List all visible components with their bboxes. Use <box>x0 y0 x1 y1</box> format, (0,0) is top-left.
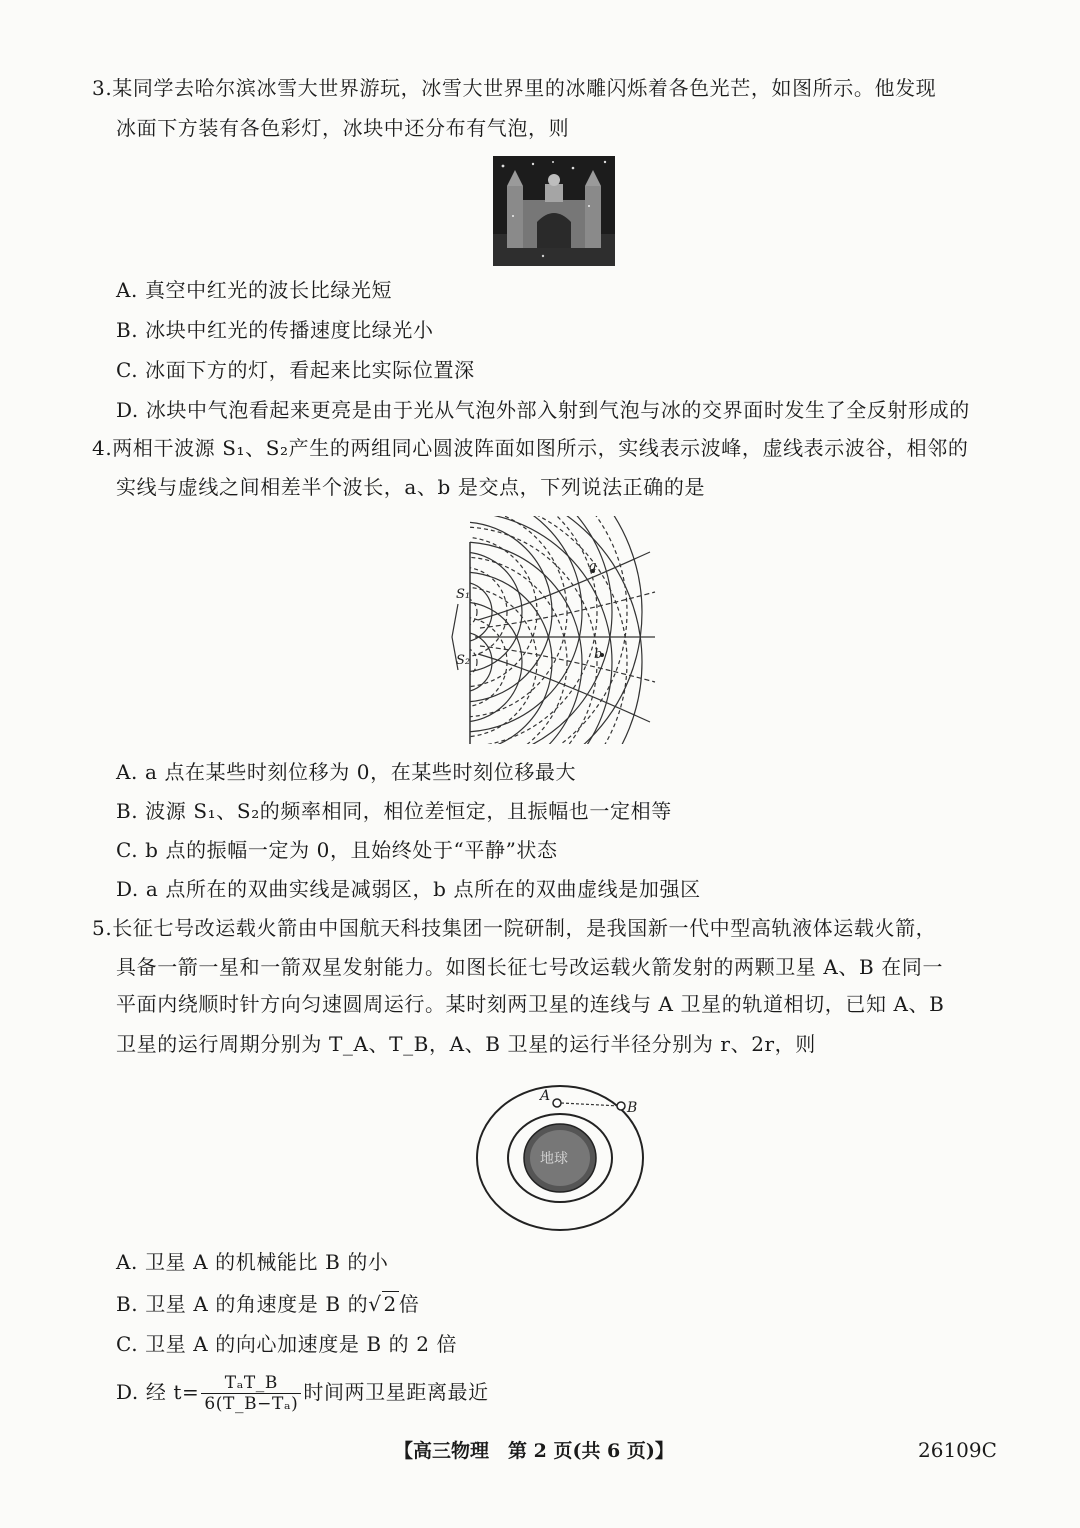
satellite-b-label: B <box>627 1100 638 1116</box>
q5-option-d-post: 时间两卫星距离最近 <box>303 1380 489 1404</box>
q5-stem-line1: 5.长征七号改运载火箭由中国航天科技集团一院研制，是我国新一代中型高轨液体运载火箭， <box>92 916 937 940</box>
q5-stem-line4: 卫星的运行周期分别为 T_A、T_B，A、B 卫星的运行半径分别为 r、2r，则 <box>116 1032 816 1056</box>
q3-option-d: D. 冰块中气泡看起来更亮是由于光从气泡外部入射到气泡与冰的交界面时发生了全反射形成的 <box>116 398 970 422</box>
q4-option-a: A. a 点在某些时刻位移为 0，在某些时刻位移最大 <box>116 760 577 784</box>
page-footer: 【高三物理 第 2 页(共 6 页)】 <box>394 1440 674 1462</box>
q3-stem-line1: 3.某同学去哈尔滨冰雪大世界游玩，冰雪大世界里的冰雕闪烁着各色光芒，如图所示。他发现 <box>92 76 937 100</box>
q5-option-d <box>116 1370 489 1414</box>
sqrt-symbol: √ <box>368 1292 382 1316</box>
q5-stem-line2: 具备一箭一星和一箭双星发射能力。如图长征七号改运载火箭发射的两颗卫星 A、B 在同一 <box>116 955 944 979</box>
orbit-diagram <box>470 1082 670 1232</box>
q3-option-a: A. 真空中红光的波长比绿光短 <box>116 278 393 302</box>
q5-option-d-pre: D. 经 t= <box>116 1380 200 1404</box>
q5-option-b-radicand: 2 <box>383 1292 397 1316</box>
q5-option-a: A. 卫星 A 的机械能比 B 的小 <box>116 1250 389 1274</box>
q5-stem-line3: 平面内绕顺时针方向匀速圆周运行。某时刻两卫星的连线与 A 卫星的轨道相切，已知 A、B <box>116 992 945 1016</box>
q4-stem-line2: 实线与虚线之间相差半个波长，a、b 是交点，下列说法正确的是 <box>116 475 706 499</box>
q5-option-b-post: 倍 <box>398 1292 420 1316</box>
fraction-denominator: 6(T_B−Tₐ) <box>204 1394 299 1414</box>
s1-label: S₁ <box>456 587 471 602</box>
q5-option-c: C. 卫星 A 的向心加速度是 B 的 2 倍 <box>116 1332 458 1356</box>
q4-stem-line1: 4.两相干波源 S₁、S₂产生的两组同心圆波阵面如图所示，实线表示波峰，虚线表示波谷，相邻的 <box>92 436 969 460</box>
q5-option-b-pre: B. 卫星 A 的角速度是 B 的 <box>116 1292 369 1316</box>
q4-option-d: D. a 点所在的双曲实线是减弱区，b 点所在的双曲虚线是加强区 <box>116 877 701 901</box>
q4-option-b: B. 波源 S₁、S₂的频率相同，相位差恒定，且振幅也一定相等 <box>116 799 672 823</box>
ice-sculpture-photo <box>493 156 615 266</box>
q5-option-b <box>116 1290 419 1318</box>
fraction-numerator: TₐT_B <box>201 1373 301 1394</box>
point-b-label: b <box>594 647 603 662</box>
satellite-a-label: A <box>540 1088 551 1104</box>
interference-diagram <box>450 512 660 748</box>
paper-code: 26109C <box>918 1438 997 1462</box>
point-a-label: a <box>589 559 597 574</box>
s2-label: S₂ <box>456 653 471 668</box>
earth-label: 地球 <box>540 1151 568 1167</box>
q4-option-c: C. b 点的振幅一定为 0，且始终处于“平静”状态 <box>116 838 558 862</box>
q3-stem-line2: 冰面下方装有各色彩灯，冰块中还分布有气泡，则 <box>116 116 570 140</box>
fraction <box>201 1373 301 1414</box>
q3-option-c: C. 冰面下方的灯，看起来比实际位置深 <box>116 358 475 382</box>
q3-option-b: B. 冰块中红光的传播速度比绿光小 <box>116 318 434 342</box>
